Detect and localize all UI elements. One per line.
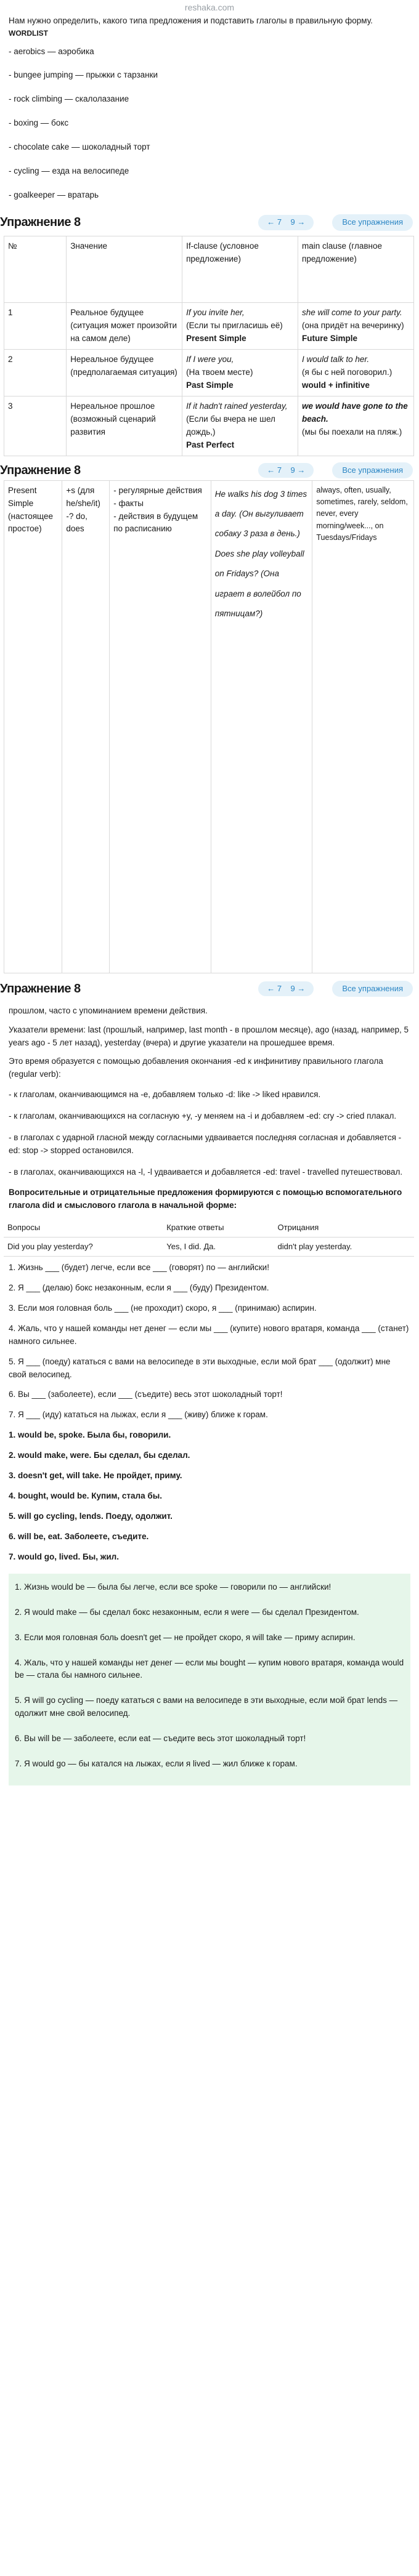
- exercise-bar: [0, 461, 419, 480]
- row-meaning: Нереальное прошлое (возможный сценарий развития: [67, 396, 182, 456]
- questions-section: [0, 1186, 419, 1212]
- table-row: [4, 396, 414, 456]
- vocab-item: - goalkeeper — вратарь: [9, 187, 410, 211]
- table-header-row: [4, 1218, 414, 1238]
- exercise-bar: [0, 213, 419, 232]
- row-if-clause: If you invite her, (Если ты пригласишь её) Present Simple: [182, 302, 298, 349]
- past-simple-section: [0, 999, 419, 1082]
- task-item: 7. Я ___ (иду) кататься на лыжах, если я ___ (живу) ближе к горам.: [9, 1410, 268, 1420]
- all-exercises-button[interactable]: Все упражнения: [332, 981, 413, 997]
- past-simple-intro: прошлом, часто с упоминанием времени действия.: [9, 1005, 208, 1015]
- table-row: [4, 349, 414, 396]
- row-main-clause: we would have gone to the beach. (мы бы поехали на пляж.): [298, 396, 414, 456]
- vocab-item: - bungee jumping — прыжки с тарзанки: [9, 66, 410, 91]
- vocab-list: [0, 39, 419, 211]
- answer-item: 6. Вы will be — заболеете, если eat — съедите весь этот шоколадный торт!: [15, 1734, 306, 1744]
- header-cell: Отрицания: [274, 1218, 414, 1238]
- task-item: 6. Вы ___ (заболеете), если ___ (съедите) весь этот шоколадный торт!: [9, 1390, 283, 1399]
- short-answer: 1. would be, spoke. Была бы, говорили.: [9, 1430, 171, 1440]
- wordlist-label: WORDLIST: [9, 28, 48, 38]
- tense-example: He walks his dog 3 times a day. (Он выгуливает собаку 3 раза в день.) Does she play volleyball on Fridays? (Она играет в волейбол по пятницам?): [211, 480, 312, 973]
- rule-item: - к глаголам, оканчивающимся на -e, добавляем только -d: like -> liked нравился.: [9, 1087, 410, 1109]
- vocab-item: - cycling — езда на велосипеде: [9, 163, 410, 187]
- row-meaning: Реальное будущее (ситуация может произойти на самом деле): [67, 302, 182, 349]
- row-number: 3: [4, 396, 67, 456]
- exercise-title: Упражнение 8: [0, 215, 81, 229]
- exercise-nav: [258, 462, 413, 478]
- short-answer: 5. will go cycling, lends. Поеду, одолжит.: [9, 1511, 173, 1521]
- present-simple-table: [4, 480, 414, 973]
- intro-text: Нам нужно определить, какого типа предложения и подставить глаголы в правильную форму.: [9, 16, 373, 25]
- header-cell: Значение: [67, 236, 182, 302]
- vocab-item: - aerobics — аэробика: [9, 43, 410, 67]
- rule-item: - к глаголам, оканчивающихся на согласную +y, -y меняем на -i и добавляем -ed: cry -> cried плакал.: [9, 1109, 410, 1130]
- tense-form: +s (для he/she/it) -? do, does: [62, 480, 110, 973]
- row-main-clause: she will come to your party. (она придёт на вечеринку) Future Simple: [298, 302, 414, 349]
- table-cell: Yes, I did. Да.: [163, 1237, 274, 1256]
- exercise-number: 9: [290, 217, 295, 227]
- row-if-clause: If I were you, (На твоем месте) Past Simple: [182, 349, 298, 396]
- questions-table: [4, 1218, 414, 1257]
- rule-item: - в глаголах с ударной гласной между согласными удваивается последняя согласная и добавляется -ed: stop -> stopped остановился.: [9, 1130, 410, 1165]
- past-simple-formation: Это время образуется с помощью добавления окончания -ed к инфинитиву правильного глагола (regular verb):: [9, 1057, 383, 1079]
- table-cell: Did you play yesterday?: [4, 1237, 163, 1256]
- vocab-item: - chocolate cake — шоколадный торт: [9, 139, 410, 163]
- short-answer: 6. will be, eat. Заболеете, съедите.: [9, 1531, 149, 1541]
- row-if-clause: If it hadn't rained yesterday, (Если бы вчера не шел дождь,) Past Perfect: [182, 396, 298, 456]
- vocab-item: - boxing — бокс: [9, 115, 410, 139]
- all-exercises-button[interactable]: Все упражнения: [332, 214, 413, 230]
- short-answer: 3. doesn't get, will take. Не пройдет, приму.: [9, 1471, 182, 1481]
- header-cell: Вопросы: [4, 1218, 163, 1238]
- questions-text: Вопросительные и отрицательные предложения формируются с помощью вспомогательного глагола did и смыслового глагола в начальной форме:: [9, 1187, 402, 1210]
- rule-item: - в глаголах, оканчивающихся на -l, -l удваивается и добавляется -ed: travel - travelled путешествовал.: [9, 1165, 410, 1186]
- answer-item: 7. Я would go — бы катался на лыжах, если я lived — жил ближе к горам.: [15, 1759, 298, 1769]
- tense-name: Present Simple (настоящее простое): [4, 480, 62, 973]
- exercise-nav: [258, 214, 413, 230]
- brand-header[interactable]: reshaka.com: [184, 2, 235, 12]
- short-answer: 7. would go, lived. Бы, жил.: [9, 1552, 119, 1561]
- table-row: [4, 1237, 414, 1256]
- answer-item: 4. Жаль, что у нашей команды нет денег — если мы bought — купим нового вратаря, команда would be — стала бы намного сильнее.: [15, 1657, 404, 1680]
- task-item: 1. Жизнь ___ (будет) легче, если все ___ (говорят) по — английски!: [9, 1263, 269, 1272]
- short-answer: 2. would make, were. Бы сделал, бы сделал.: [9, 1451, 190, 1460]
- table-row: [4, 302, 414, 349]
- past-simple-markers: Указатели времени: last (прошлый, например, last month - в прошлом месяце), ago (назад, например, 5 years ago - 5 лет назад), yesterday (вчера) и другие указатели на прошедшее время.: [9, 1024, 409, 1047]
- table-cell: didn't play yesterday.: [274, 1237, 414, 1256]
- header-cell: main clause (главное предложение): [298, 236, 414, 302]
- task-list: [0, 1260, 419, 1570]
- task-item: 4. Жаль, что у нашей команды нет денег — если мы ___ (купите) нового вратаря, команда ___ (станет) намного сильнее.: [9, 1323, 409, 1346]
- answers-block: [9, 1574, 410, 1785]
- prev-exercise-button[interactable]: ← 7 9 →: [258, 215, 314, 230]
- header-cell: If-clause (условное предложение): [182, 236, 298, 302]
- short-answer: 4. bought, would be. Купим, стала бы.: [9, 1491, 163, 1501]
- table-row: [4, 480, 414, 973]
- answer-item: 1. Жизнь would be — была бы легче, если все spoke — говорили по — английски!: [15, 1582, 332, 1592]
- exercise-nav: [258, 981, 413, 997]
- rules-list: [0, 1087, 419, 1186]
- conditionals-table: [4, 236, 414, 456]
- task-item: 3. Если моя головная боль ___ (не проходит) скоро, я ___ (принимаю) аспирин.: [9, 1303, 317, 1313]
- row-number: 2: [4, 349, 67, 396]
- answer-item: 5. Я will go cycling — поеду кататься с вами на велосипеде в эти выходные, если мой брат lends — одолжит мне свой велосипед.: [15, 1696, 398, 1718]
- vocab-item: - rock climbing — скалолазание: [9, 91, 410, 115]
- all-exercises-button[interactable]: Все упражнения: [332, 462, 413, 478]
- exercise-bar: [0, 980, 419, 999]
- exercise-number: 9: [290, 984, 295, 994]
- exercise-number: 9: [290, 465, 295, 475]
- answer-item: 3. Если моя головная боль doesn't get — не пройдет скоро, я will take — приму аспирин.: [15, 1632, 356, 1642]
- prev-exercise-button[interactable]: ← 7 9 →: [258, 981, 314, 996]
- row-number: 1: [4, 302, 67, 349]
- tense-uses: - регулярные действия - факты - действия в будущем по расписанию: [110, 480, 211, 973]
- prev-exercise-button[interactable]: ← 7 9 →: [258, 463, 314, 478]
- tense-markers: always, often, usually, sometimes, rarely, seldom, never, every morning/week..., on Tuesdays/Fridays: [312, 480, 414, 973]
- answer-item: 2. Я would make — бы сделал бокс незаконным, если я were — бы сделал Президентом.: [15, 1607, 359, 1617]
- exercise-title: Упражнение 8: [0, 463, 81, 477]
- task-item: 2. Я ___ (делаю) бокс незаконным, если я ___ (буду) Президентом.: [9, 1282, 269, 1292]
- table-header-row: [4, 236, 414, 302]
- header-cell: №: [4, 236, 67, 302]
- row-main-clause: I would talk to her. (я бы с ней поговорил.) would + infinitive: [298, 349, 414, 396]
- exercise-title: Упражнение 8: [0, 981, 81, 996]
- row-meaning: Нереальное будущее (предполагаемая ситуация): [67, 349, 182, 396]
- header-cell: Краткие ответы: [163, 1218, 274, 1238]
- task-item: 5. Я ___ (поеду) кататься с вами на велосипеде в эти выходные, если мой брат ___ (одолжит) мне свой велосипед.: [9, 1356, 391, 1379]
